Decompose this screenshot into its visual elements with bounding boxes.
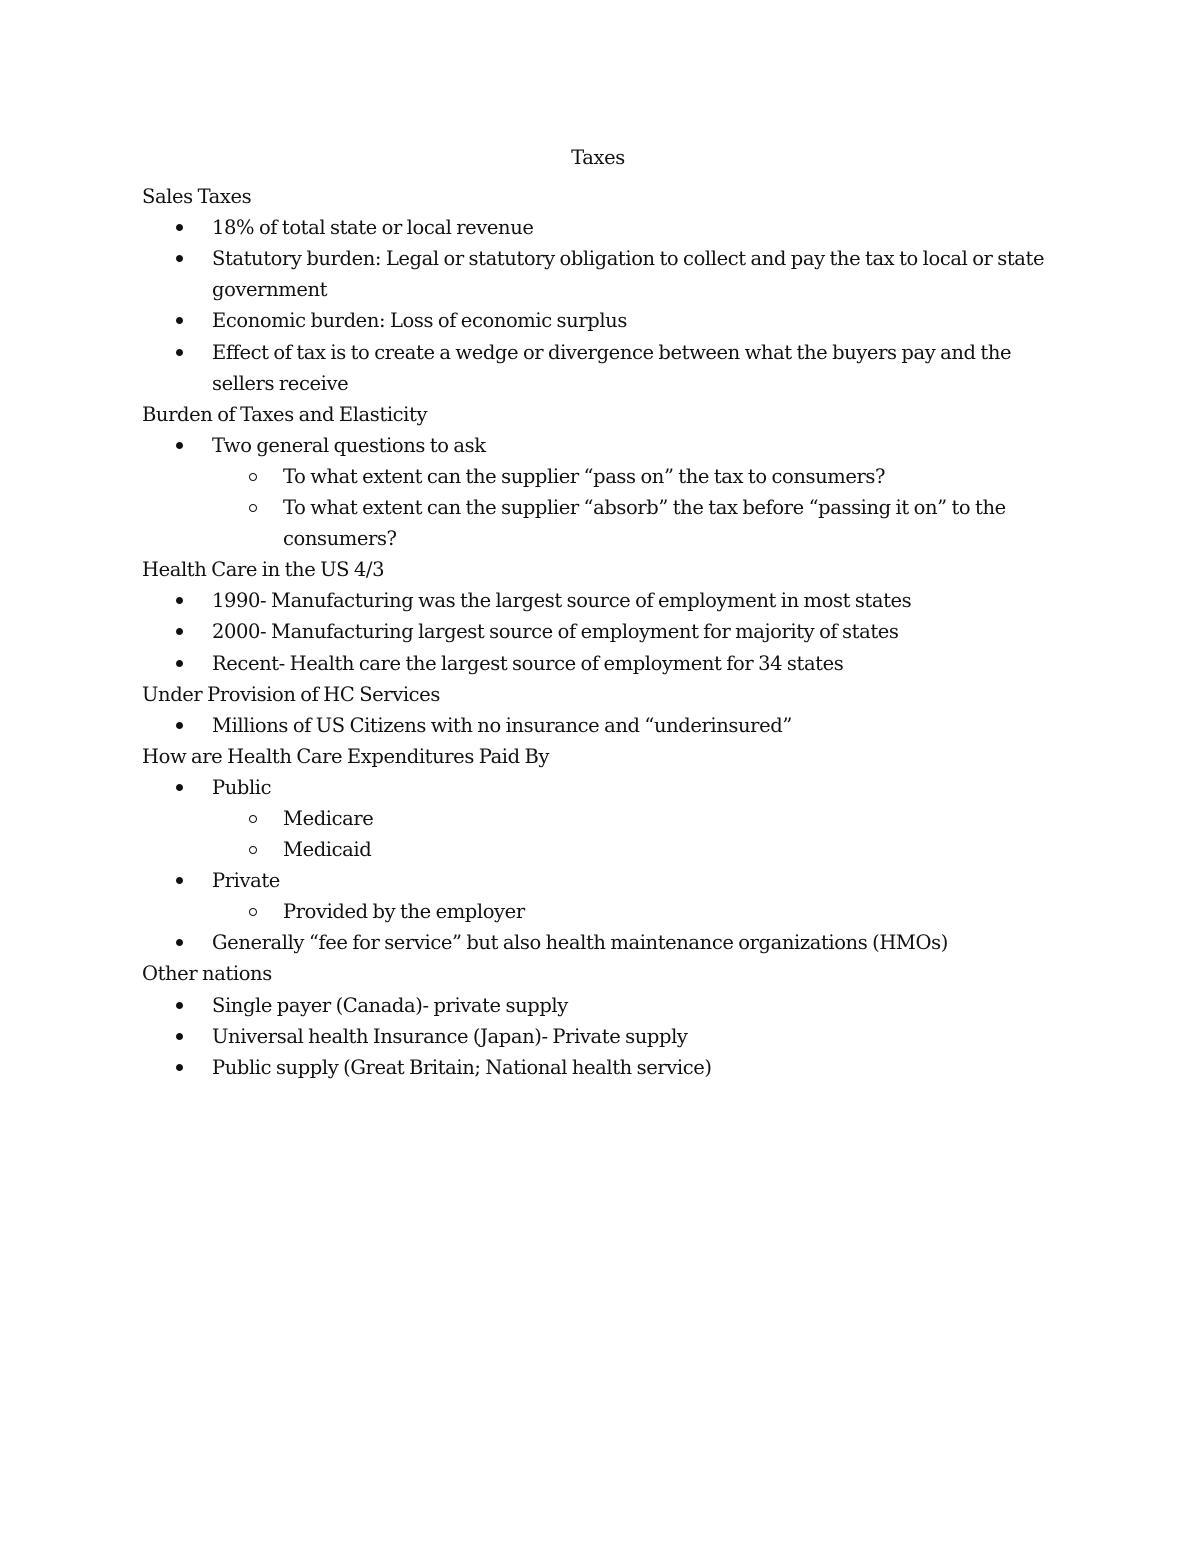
list-item xyxy=(212,243,1062,305)
list-item-text: Statutory burden: Legal or statutory obligation to collect and pay the tax to local or state government xyxy=(212,247,1045,302)
list-item xyxy=(212,648,1062,679)
list-item xyxy=(212,337,1062,399)
bullet-list xyxy=(142,990,1062,1083)
list-item xyxy=(212,1021,1062,1052)
bullet-disc-icon xyxy=(176,722,183,729)
sub-list-item xyxy=(283,896,1062,927)
sub-list-item-text: Medicaid xyxy=(283,838,372,862)
sub-list-item-text: Provided by the employer xyxy=(283,900,525,924)
bullet-disc-icon xyxy=(176,255,183,262)
bullet-disc-icon xyxy=(176,939,183,946)
bullet-disc-icon xyxy=(176,660,183,667)
list-item-text: Economic burden: Loss of economic surplus xyxy=(212,309,627,333)
section-heading: Sales Taxes xyxy=(142,185,252,209)
list-item xyxy=(212,616,1062,647)
document-body xyxy=(142,142,1062,1083)
section-heading: Burden of Taxes and Elasticity xyxy=(142,402,428,426)
list-item xyxy=(212,585,1062,616)
sub-list-item xyxy=(283,461,1062,492)
bullet-list xyxy=(142,585,1062,678)
list-item-text: Single payer (Canada)- private supply xyxy=(212,993,568,1017)
bullet-circle-icon xyxy=(249,815,257,823)
section-heading: How are Health Care Expenditures Paid By xyxy=(142,744,550,768)
list-item-text: Recent- Health care the largest source of employment for 34 states xyxy=(212,651,844,675)
list-item-text: Public supply (Great Britain; National health service) xyxy=(212,1055,712,1079)
bullet-list xyxy=(142,772,1062,959)
bullet-list xyxy=(142,430,1062,554)
bullet-list xyxy=(142,212,1062,399)
list-item xyxy=(212,305,1062,336)
bullet-circle-icon xyxy=(249,504,257,512)
bullet-disc-icon xyxy=(176,628,183,635)
list-item xyxy=(212,990,1062,1021)
section-heading: Under Provision of HC Services xyxy=(142,682,440,706)
list-item-text: Private xyxy=(212,869,280,893)
list-item xyxy=(212,1052,1062,1083)
sub-list-item-text: Medicare xyxy=(283,806,374,830)
list-item-text: Millions of US Citizens with no insurance and “underinsured” xyxy=(212,713,792,737)
list-item xyxy=(212,865,1062,927)
bullet-disc-icon xyxy=(176,224,183,231)
bullet-disc-icon xyxy=(176,349,183,356)
bullet-disc-icon xyxy=(176,597,183,604)
bullet-circle-icon xyxy=(249,908,257,916)
list-item-text: Public xyxy=(212,775,272,799)
sub-bullet-list xyxy=(212,803,1062,865)
list-item-text: Universal health Insurance (Japan)- Private supply xyxy=(212,1024,688,1048)
list-item xyxy=(212,710,1062,741)
sub-list-item-text: To what extent can the supplier “absorb” the tax before “passing it on” to the consumers? xyxy=(283,496,1006,551)
list-item xyxy=(212,927,1062,958)
list-item xyxy=(212,430,1062,554)
list-item-text: 18% of total state or local revenue xyxy=(212,216,534,240)
bullet-circle-icon xyxy=(249,473,257,481)
bullet-disc-icon xyxy=(176,1064,183,1071)
section-heading: Other nations xyxy=(142,962,272,986)
bullet-disc-icon xyxy=(176,877,183,884)
list-item-text: 1990- Manufacturing was the largest source of employment in most states xyxy=(212,589,912,613)
bullet-disc-icon xyxy=(176,442,183,449)
sub-list-item xyxy=(283,492,1062,554)
list-item-text: 2000- Manufacturing largest source of employment for majority of states xyxy=(212,620,899,644)
sub-bullet-list xyxy=(212,461,1062,554)
list-item-text: Generally “fee for service” but also health maintenance organizations (HMOs) xyxy=(212,931,948,955)
bullet-disc-icon xyxy=(176,317,183,324)
bullet-list xyxy=(142,710,1062,741)
bullet-disc-icon xyxy=(176,784,183,791)
sub-list-item-text: To what extent can the supplier “pass on” the tax to consumers? xyxy=(283,464,886,488)
document-title: Taxes xyxy=(571,146,625,169)
sub-list-item xyxy=(283,803,1062,834)
sub-list-item xyxy=(283,834,1062,865)
list-item-text: Two general questions to ask xyxy=(212,433,486,457)
list-item-text: Effect of tax is to create a wedge or divergence between what the buyers pay and the sellers receive xyxy=(212,340,1012,395)
bullet-circle-icon xyxy=(249,846,257,854)
bullet-disc-icon xyxy=(176,1033,183,1040)
section-heading: Health Care in the US 4/3 xyxy=(142,558,385,582)
sub-bullet-list xyxy=(212,896,1062,927)
list-item xyxy=(212,772,1062,865)
bullet-disc-icon xyxy=(176,1002,183,1009)
list-item xyxy=(212,212,1062,243)
